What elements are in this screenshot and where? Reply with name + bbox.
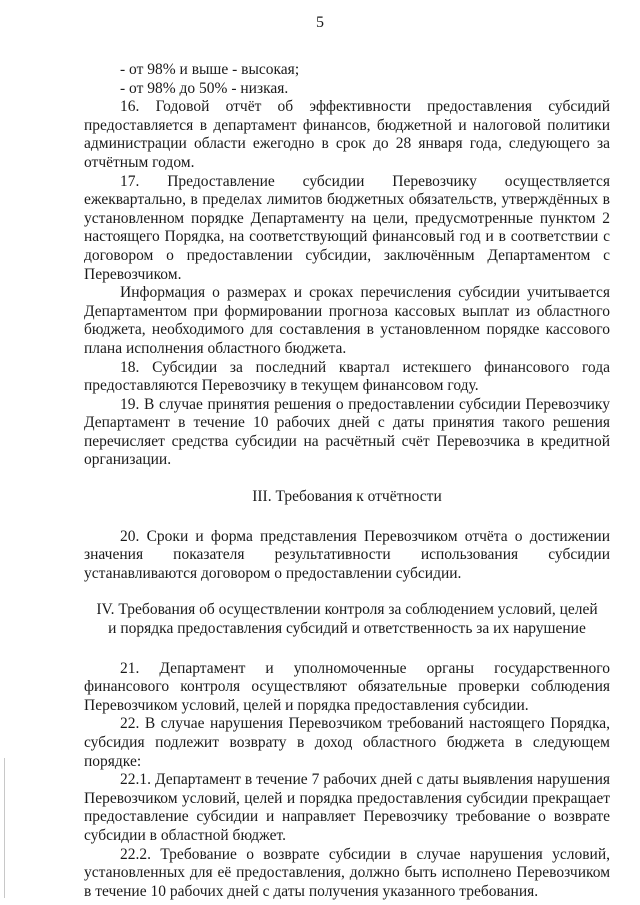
- paragraph-22-2: 22.2. Требование о возврате субсидии в случае нарушения условий, установленных для её предоставления, должно быть исполнено Перевозчиком в течение 10 рабочих дней с даты получения указанного требования.: [84, 845, 610, 900]
- paragraph-22: 22. В случае нарушения Перевозчиком требований настоящего Порядка, субсидия подлежит возврату в доход областного бюджета в следующем порядке:: [84, 715, 610, 770]
- document-body: [84, 61, 610, 901]
- paragraph-16: 16. Годовой отчёт об эффективности предоставления субсидий предоставляется в департамент финансов, бюджетной и налоговой политики администрации области ежегодно в срок до 28 января года, следующего за отчётным годом.: [84, 98, 610, 171]
- scan-edge-line: [4, 758, 5, 898]
- section-3-heading: III. Требования к отчётности: [252, 488, 442, 506]
- paragraph-18: 18. Субсидии за последний квартал истекшего финансового года предоставляются Перевозчику в текущем финансовом году.: [84, 358, 610, 395]
- grade-low-item: - от 98% до 50% - низкая.: [120, 79, 289, 97]
- section-4-heading-line-1: IV. Требования об осуществлении контроля за соблюдением условий, целей: [96, 601, 598, 619]
- paragraph-19: 19. В случае принятия решения о предоставлении субсидии Перевозчику Департамент в течение 10 рабочих дней с даты принятия такого решения перечисляет средства субсидии на расчётный счёт Перевозчика в кредитной организации.: [84, 395, 610, 469]
- paragraph-21: 21. Департамент и уполномоченные органы государственного финансового контроля осуществляют обязательные проверки соблюдения Перевозчиком условий, целей и порядка предоставления субсидии.: [84, 659, 610, 714]
- paragraph-17-info: Информация о размерах и сроках перечисления субсидии учитывается Департаментом при формировании прогноза кассовых выплат из областного бюджета, необходимого для составления в установленном порядке кассового плана исполнения областного бюджета.: [84, 284, 610, 357]
- paragraph-20: 20. Сроки и форма представления Перевозчиком отчёта о достижении значения показателя результативности использования субсидии устанавливаются договором о предоставлении субсидии.: [84, 527, 610, 582]
- page-number: 5: [316, 14, 324, 31]
- paragraph-22-1: 22.1. Департамент в течение 7 рабочих дней с даты выявления нарушения Перевозчиком условий, целей и порядка предоставления субсидии прекращает предоставление субсидии и направляет Перевозчику требование о возврате субсидии в областной бюджет.: [84, 771, 610, 844]
- grade-high-item: - от 98% и выше - высокая;: [120, 61, 300, 78]
- section-4-heading-line-2: и порядка предоставления субсидий и ответственность за их нарушение: [108, 620, 586, 638]
- paragraph-17: 17. Предоставление субсидии Перевозчику осуществляется ежеквартально, в пределах лимитов бюджетных обязательств, утверждённых в установленном порядке Департаменту на цели, предусмотренные пунктом 2 настоящего Порядка, на соответствующий финансовый год и в соответствии с договором о предоставлении субсидии, заключённым Департаментом с Перевозчиком.: [84, 172, 610, 283]
